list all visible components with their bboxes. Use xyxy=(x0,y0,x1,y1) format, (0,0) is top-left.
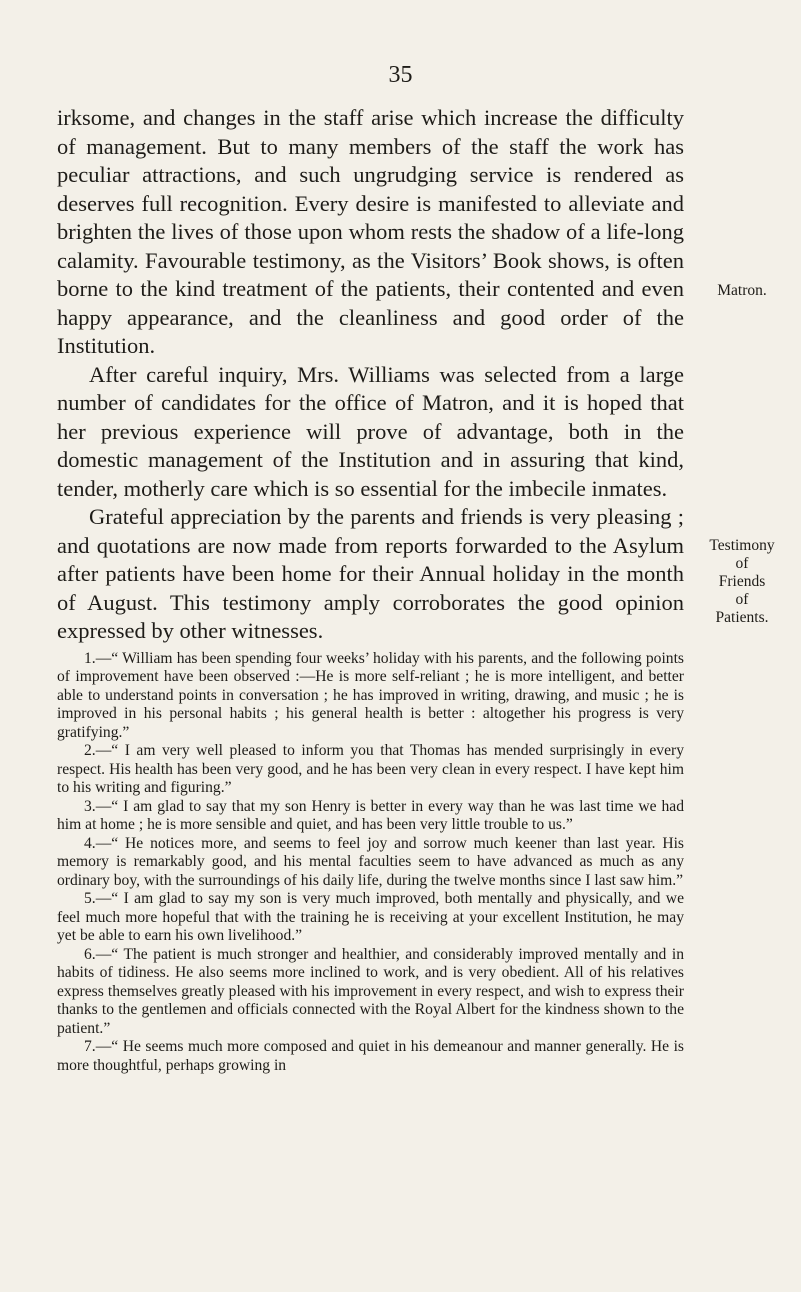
quotation-5: 5.—“ I am glad to say my son is very much improved, both mentally and physically, and we feel much more hopeful that with the training he is receiving at your excellent Institution, he may yet be able to earn his own livelihood.” xyxy=(57,890,684,944)
margin-note-line: Friends xyxy=(718,573,766,590)
paragraph-matron: After careful inquiry, Mrs. Williams was selected from a large number of candidates for the office of Matron, and it is hoped that her previous experience will prove of advantage, both in the domestic management of the Institution and in assuring that kind, tender, motherly care which is so essential for the imbecile inmates. xyxy=(57,361,684,501)
quotation-7: 7.—“ He seems much more composed and quiet in his demeanour and manner generally. He is more thoughtful, perhaps growing in xyxy=(57,1038,684,1074)
margin-note-line: of xyxy=(735,555,749,572)
quotation-2: 2.—“ I am very well pleased to inform you that Thomas has mended surprisingly in every respect. His health has been very good, and he has been very clean in every respect. I have kept him to his writing and figuring.” xyxy=(57,742,684,796)
margin-note-line: of xyxy=(735,591,749,608)
margin-note-testimony xyxy=(697,537,787,627)
paragraph-staff: irksome, and changes in the staff arise which increase the difficulty of management. But to many members of the staff the work has peculiar attractions, and such ungrudging service is rendered as deserves full recognition. Every desire is manifested to alleviate and brighten the lives of those upon whom rests the shadow of a life-long calamity. Favourable testimony, as the Visitors’ Book shows, is often borne to the kind treatment of the patients, their contented and even happy appearance, and the cleanliness and good order of the Institution. xyxy=(57,105,684,358)
page-number: 35 xyxy=(388,62,413,88)
main-text xyxy=(57,104,684,1075)
margin-note-line: Testimony xyxy=(709,537,775,554)
quotation-1: 1.—“ William has been spending four weeks’ holiday with his parents, and the following points of improvement have been observed :—He is more self-reliant ; he is more intelligent, and better able to understand points in conversation ; he has improved in writing, drawing, and music ; he is improved in his personal habits ; his general health is better : altogether his progress is very gratifying.” xyxy=(57,649,684,741)
margin-note-line: Patients. xyxy=(715,609,769,626)
quotation-3: 3.—“ I am glad to say that my son Henry is better in every way than he was last time we had him at home ; he is more sensible and quiet, and has been very little trouble to us.” xyxy=(57,797,684,833)
margin-note-matron: Matron. xyxy=(717,282,767,299)
quotation-4: 4.—“ He notices more, and seems to feel joy and sorrow much keener than last year. His memory is remarkably good, and his mental faculties seem to have advanced as much as any ordinary boy, with the surroundings of his daily life, during the twelve months since I last saw him.” xyxy=(57,834,684,889)
paragraph-testimony: Grateful appreciation by the parents and friends is very pleasing ; and quotations are now made from reports forwarded to the Asylum after patients have been home for their Annual holiday in the month of August. This testimony amply corroborates the good opinion expressed by other witnesses. xyxy=(57,504,684,643)
quotation-6: 6.—“ The patient is much stronger and healthier, and considerably improved mentally and in habits of tidiness. He also seems more inclined to work, and is very obedient. All of his relatives express themselves greatly pleased with his improvement in every respect, and wish to express their thanks to the gentlemen and officials connected with the Royal Albert for the kindness shown to the patient.” xyxy=(57,945,684,1037)
